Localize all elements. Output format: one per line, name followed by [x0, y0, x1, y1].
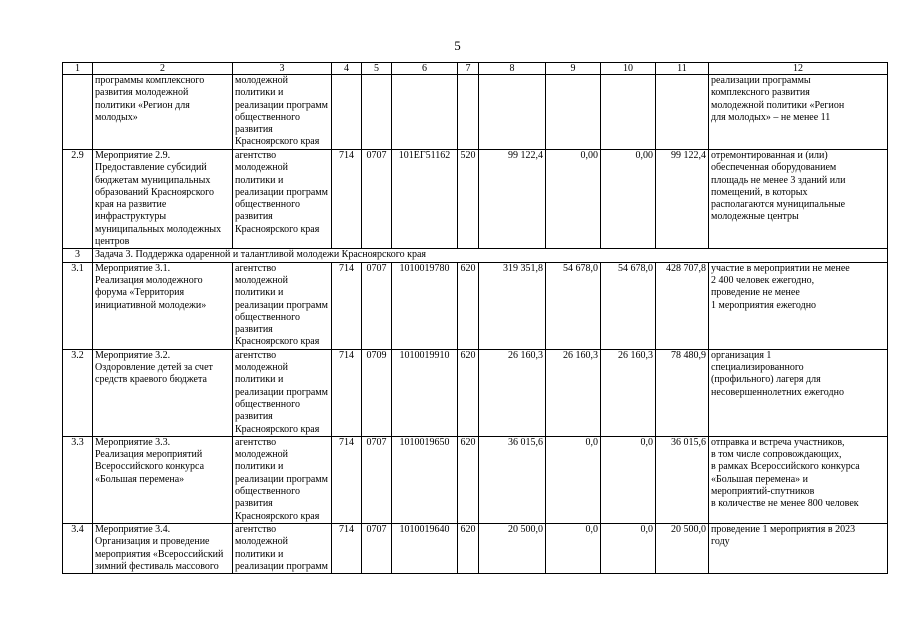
- vr-code: 620: [458, 436, 479, 523]
- amount-year-2: 54 678,0: [546, 262, 601, 349]
- table-row-continuation: [63, 75, 888, 150]
- csr-code: 1010019780: [392, 262, 458, 349]
- amount-total: 99 122,4: [656, 150, 709, 249]
- amount-year-2: 26 160,3: [546, 349, 601, 436]
- task-number: 3: [63, 249, 93, 262]
- column-header: 8: [479, 63, 546, 75]
- rzpr-code: 0707: [362, 523, 392, 573]
- csr-code: 1010019910: [392, 349, 458, 436]
- amount-year-1: 99 122,4: [479, 150, 546, 249]
- page-number: 5: [454, 38, 461, 53]
- task-title: Задача 3. Поддержка одаренной и талантливой молодежи Красноярского края: [93, 249, 888, 262]
- column-header: 2: [93, 63, 233, 75]
- table-row: [63, 349, 888, 436]
- table-row: [63, 262, 888, 349]
- grbs-code: 714: [332, 150, 362, 249]
- csr-code: 101ЕГ51162: [392, 150, 458, 249]
- vr-code: 620: [458, 262, 479, 349]
- table-row: [63, 523, 888, 573]
- row-number: 2.9: [63, 150, 93, 249]
- amount-year-2: 0,0: [546, 523, 601, 573]
- column-header: 12: [709, 63, 888, 75]
- amount-year-1: 20 500,0: [479, 523, 546, 573]
- row-number: 3.3: [63, 436, 93, 523]
- column-number-header: [63, 63, 888, 75]
- amount-total: 78 480,9: [656, 349, 709, 436]
- rzpr-code: 0709: [362, 349, 392, 436]
- column-header: 11: [656, 63, 709, 75]
- amount-year-3: 0,00: [601, 150, 656, 249]
- amount-year-2: 0,00: [546, 150, 601, 249]
- executor: агентство молодежной политики и реализации программ общественного развития Красноярского края: [233, 150, 332, 249]
- csr-code: 1010019650: [392, 436, 458, 523]
- table-row: [63, 150, 888, 249]
- row-number: [63, 75, 93, 150]
- vr-code: 620: [458, 523, 479, 573]
- column-header: 4: [332, 63, 362, 75]
- amount-total: 36 015,6: [656, 436, 709, 523]
- table-row: [63, 436, 888, 523]
- measure-name: Мероприятие 3.3. Реализация мероприятий Всероссийского конкурса «Большая перемена»: [93, 436, 233, 523]
- amount-year-3: 0,0: [601, 436, 656, 523]
- executor: агентство молодежной политики и реализации программ: [233, 523, 332, 573]
- column-header: 3: [233, 63, 332, 75]
- executor: агентство молодежной политики и реализации программ общественного развития Красноярского края: [233, 436, 332, 523]
- amount-year-1: 26 160,3: [479, 349, 546, 436]
- amount-year-1: 319 351,8: [479, 262, 546, 349]
- task-row: [63, 249, 888, 262]
- expected-result: отремонтированная и (или) обеспеченная оборудованием площадь не менее 3 зданий или помещений, в которых располагаются муниципальные молодежные центры: [709, 150, 888, 249]
- measure-name: программы комплексного развития молодежной политики «Регион для молодых»: [93, 75, 233, 150]
- row-number: 3.4: [63, 523, 93, 573]
- expected-result: реализации программы комплексного развития молодежной политики «Регион для молодых» – не менее 11: [709, 75, 888, 150]
- grbs-code: 714: [332, 349, 362, 436]
- amount-year-3: 54 678,0: [601, 262, 656, 349]
- measure-name: Мероприятие 3.4. Организация и проведение мероприятия «Всероссийский зимний фестиваль массового: [93, 523, 233, 573]
- column-header: 6: [392, 63, 458, 75]
- amount-total: 428 707,8: [656, 262, 709, 349]
- column-header: 10: [601, 63, 656, 75]
- column-header: 7: [458, 63, 479, 75]
- column-header: 1: [63, 63, 93, 75]
- expected-result: организация 1 специализированного (профильного) лагеря для несовершеннолетних ежегодно: [709, 349, 888, 436]
- measure-name: Мероприятие 3.2. Оздоровление детей за счет средств краевого бюджета: [93, 349, 233, 436]
- expected-result: отправка и встреча участников, в том числе сопровождающих, в рамках Всероссийского конкурса «Большая перемена» и мероприятий-спутников в количестве не менее 800 человек: [709, 436, 888, 523]
- row-number: 3.2: [63, 349, 93, 436]
- executor: агентство молодежной политики и реализации программ общественного развития Красноярского края: [233, 349, 332, 436]
- amount-year-1: 36 015,6: [479, 436, 546, 523]
- rzpr-code: 0707: [362, 436, 392, 523]
- column-header: 5: [362, 63, 392, 75]
- amount-total: 20 500,0: [656, 523, 709, 573]
- vr-code: 520: [458, 150, 479, 249]
- row-number: 3.1: [63, 262, 93, 349]
- grbs-code: 714: [332, 523, 362, 573]
- vr-code: 620: [458, 349, 479, 436]
- amount-year-3: 0,0: [601, 523, 656, 573]
- executor: агентство молодежной политики и реализации программ общественного развития Красноярского края: [233, 262, 332, 349]
- rzpr-code: 0707: [362, 262, 392, 349]
- expected-result: участие в мероприятии не менее 2 400 человек ежегодно, проведение не менее 1 мероприятия ежегодно: [709, 262, 888, 349]
- measure-name: Мероприятие 2.9. Предоставление субсидий бюджетам муниципальных образований Красноярского края на развитие инфраструктуры муниципальных молодежных центров: [93, 150, 233, 249]
- expected-result: проведение 1 мероприятия в 2023 году: [709, 523, 888, 573]
- program-table: [62, 62, 888, 574]
- rzpr-code: 0707: [362, 150, 392, 249]
- column-header: 9: [546, 63, 601, 75]
- grbs-code: 714: [332, 262, 362, 349]
- amount-year-3: 26 160,3: [601, 349, 656, 436]
- csr-code: 1010019640: [392, 523, 458, 573]
- amount-year-2: 0,0: [546, 436, 601, 523]
- executor: молодежной политики и реализации программ общественного развития Красноярского края: [233, 75, 332, 150]
- measure-name: Мероприятие 3.1. Реализация молодежного форума «Территория инициативной молодежи»: [93, 262, 233, 349]
- grbs-code: 714: [332, 436, 362, 523]
